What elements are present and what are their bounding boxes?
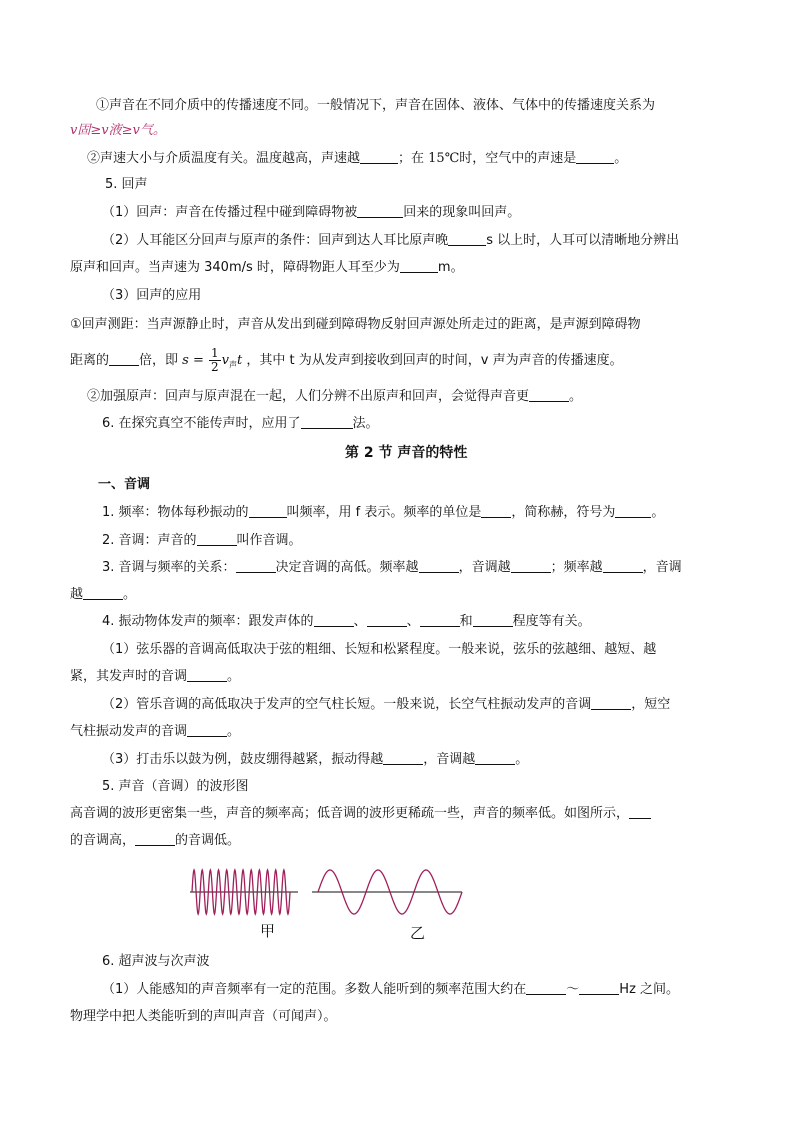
text-line: ①回声测距：当声源静止时，声音从发出到碰到障碍物反射回声源处所走过的距离，是声源到障碍物 <box>70 317 641 332</box>
fill-blank[interactable] <box>475 750 515 765</box>
text-segment: 倍，即 <box>139 353 179 368</box>
text-line: （3）回声的应用 <box>102 288 202 303</box>
text-line <box>70 347 623 380</box>
text-segment: ；频率越 <box>550 560 603 575</box>
fill-blank[interactable] <box>314 612 354 627</box>
fill-blank[interactable] <box>576 149 614 164</box>
formula-symbol: = <box>188 353 209 368</box>
text-segment: 2. 音调：声音的 <box>102 533 197 548</box>
fill-blank[interactable] <box>473 612 513 627</box>
text-segment: 法。 <box>352 416 379 431</box>
fill-blank[interactable] <box>360 149 398 164</box>
text-segment: 、 <box>353 614 367 629</box>
text-segment: ～ <box>566 982 580 997</box>
text-segment: （3）打击乐以鼓为例，鼓皮绷得越紧，振动得越 <box>102 752 384 767</box>
text-segment: ②声速大小与介质温度有关。温度越高，声速越 <box>87 151 361 166</box>
fill-blank[interactable] <box>383 750 423 765</box>
heading-echo: 5. 回声 <box>105 177 148 192</box>
text-segment: ，音调 <box>642 560 682 575</box>
section-title: 第 2 节 声音的特性 <box>345 445 468 461</box>
text-line <box>102 695 670 715</box>
fill-blank[interactable] <box>197 531 237 546</box>
text-segment: ②加强原声：回声与原声混在一起，人们分辨不出原声和回声，会觉得声音更 <box>87 389 530 404</box>
fill-blank[interactable] <box>420 612 460 627</box>
formula-subscript: 声 <box>229 360 238 370</box>
text-segment: 程度等有关。 <box>512 614 591 629</box>
fill-blank[interactable] <box>579 980 619 995</box>
text-line: （1）弦乐器的音调高低取决于弦的粗细、长短和松紧程度。一般来说，弦乐的弦越细、越短、越 <box>102 642 657 657</box>
text-segment: 。 <box>123 587 137 602</box>
fraction <box>209 347 221 374</box>
text-segment: ；在 15℃时，空气中的声速是 <box>398 151 577 166</box>
text-segment: 叫频率，用 f 表示。频率的单位是 <box>286 505 482 520</box>
fill-blank[interactable] <box>187 722 227 737</box>
fill-blank[interactable] <box>481 503 511 518</box>
text-line <box>70 804 651 824</box>
fill-blank[interactable] <box>135 831 175 846</box>
fill-blank[interactable] <box>591 695 631 710</box>
fill-blank[interactable] <box>249 503 287 518</box>
figure-label-yi: 乙 <box>410 924 426 942</box>
text-line <box>70 258 464 278</box>
text-segment: 。 <box>614 151 628 166</box>
text-segment: 高音调的波形更密集一些，声音的频率高；低音调的波形更稀疏一些，声音的频率低。如图所示， <box>70 806 630 821</box>
text-segment: 。 <box>227 724 241 739</box>
fill-blank[interactable] <box>400 258 438 273</box>
text-segment: 。 <box>515 752 529 767</box>
text-line <box>102 612 591 632</box>
text-line <box>70 722 240 742</box>
figure-label-jia: 甲 <box>260 922 276 940</box>
text-segment: 、 <box>406 614 420 629</box>
echo-distance-formula <box>182 346 246 374</box>
text-segment: ，音调越 <box>423 752 476 767</box>
text-line <box>102 531 302 551</box>
text-line <box>70 585 136 605</box>
text-segment: ，其中 t 为从发声到接收到回声的时间，v 声为声音的传播速度。 <box>246 353 623 368</box>
text-line <box>102 503 664 523</box>
text-segment: m。 <box>437 260 464 275</box>
fraction-numerator: 1 <box>211 346 219 360</box>
text-segment: s 以上时，人耳可以清晰地分辨出 <box>486 233 680 248</box>
text-segment: 决定音调的高低。频率越 <box>275 560 419 575</box>
formula-symbol: v <box>221 353 230 368</box>
text-segment: 6. 在探究真空不能传声时，应用了 <box>102 416 301 431</box>
text-segment: 紧，其发声时的音调 <box>70 669 188 684</box>
text-segment: 3. 音调与频率的关系： <box>102 560 236 575</box>
text-line <box>102 414 379 434</box>
text-segment: 的音调低。 <box>175 833 241 848</box>
fill-blank[interactable] <box>419 558 459 573</box>
text-segment: ，简称赫，符号为 <box>511 505 616 520</box>
fill-blank[interactable] <box>83 585 123 600</box>
text-segment: 距离的 <box>70 353 110 368</box>
text-line: 5. 声音（音调）的波形图 <box>102 779 249 794</box>
formula-symbol: t <box>237 353 243 368</box>
text-line <box>87 387 582 407</box>
text-segment: 越 <box>70 587 84 602</box>
text-segment: 叫作音调。 <box>236 533 302 548</box>
text-line: 6. 超声波与次声波 <box>102 954 210 969</box>
text-line <box>102 231 679 251</box>
fill-blank[interactable] <box>603 558 643 573</box>
text-segment: （1）回声：声音在传播过程中碰到障碍物被 <box>102 205 358 220</box>
text-line <box>70 831 240 851</box>
fill-blank[interactable] <box>448 231 486 246</box>
text-segment: 1. 频率：物体每秒振动的 <box>102 505 249 520</box>
text-segment: （2）人耳能区分回声与原声的条件：回声到达人耳比原声晚 <box>102 233 449 248</box>
fill-blank[interactable] <box>357 203 403 218</box>
text-line <box>87 149 627 169</box>
sub-heading-pitch: 一、音调 <box>98 477 151 492</box>
text-segment: ，短空 <box>631 697 671 712</box>
text-segment: 原声和回声。当声速为 340m/s 时，障碍物距人耳至少为 <box>70 260 400 275</box>
text-line <box>102 980 679 1000</box>
text-segment: 的音调高， <box>70 833 136 848</box>
text-segment: 回来的现象叫回声。 <box>403 205 521 220</box>
fill-blank[interactable] <box>511 558 551 573</box>
text-segment: 4. 振动物体发声的频率：跟发声体的 <box>102 614 314 629</box>
text-segment: Hz 之间。 <box>619 982 680 997</box>
fill-blank[interactable] <box>301 414 353 429</box>
formula-symbol: s <box>182 353 189 368</box>
text-segment: 。 <box>227 669 241 684</box>
text-segment: （1）人能感知的声音频率有一定的范围。多数人能听到的频率范围大约在 <box>102 982 527 997</box>
fill-blank[interactable] <box>236 558 276 573</box>
fill-blank[interactable] <box>109 351 139 366</box>
text-segment: 。 <box>569 389 583 404</box>
text-segment: 气柱振动发声的音调 <box>70 724 188 739</box>
fill-blank[interactable] <box>367 612 407 627</box>
text-line <box>102 203 520 223</box>
fraction-denominator: 2 <box>211 360 219 374</box>
text-line: 物理学中把人类能听到的声叫声音（可闻声）。 <box>70 1009 337 1024</box>
fill-blank[interactable] <box>615 503 651 518</box>
text-line <box>102 750 528 770</box>
text-segment: （2）管乐音调的高低取决于发声的空气柱长短。一般来说，长空气柱振动发声的音调 <box>102 697 592 712</box>
fill-blank[interactable] <box>629 804 651 819</box>
speed-relation-formula: v固≥v液≥v气。 <box>70 123 166 138</box>
fill-blank[interactable] <box>187 667 227 682</box>
waveform-figure <box>190 860 480 942</box>
text-line <box>70 667 240 687</box>
text-segment: 和 <box>459 614 473 629</box>
text-segment: ，音调越 <box>458 560 511 575</box>
text-line <box>102 558 682 578</box>
text-segment: 。 <box>651 505 665 520</box>
fill-blank[interactable] <box>526 980 566 995</box>
text-line: ①声音在不同介质中的传播速度不同。一般情况下，声音在固体、液体、气体中的传播速度关系为 <box>96 98 656 113</box>
fill-blank[interactable] <box>529 387 569 402</box>
